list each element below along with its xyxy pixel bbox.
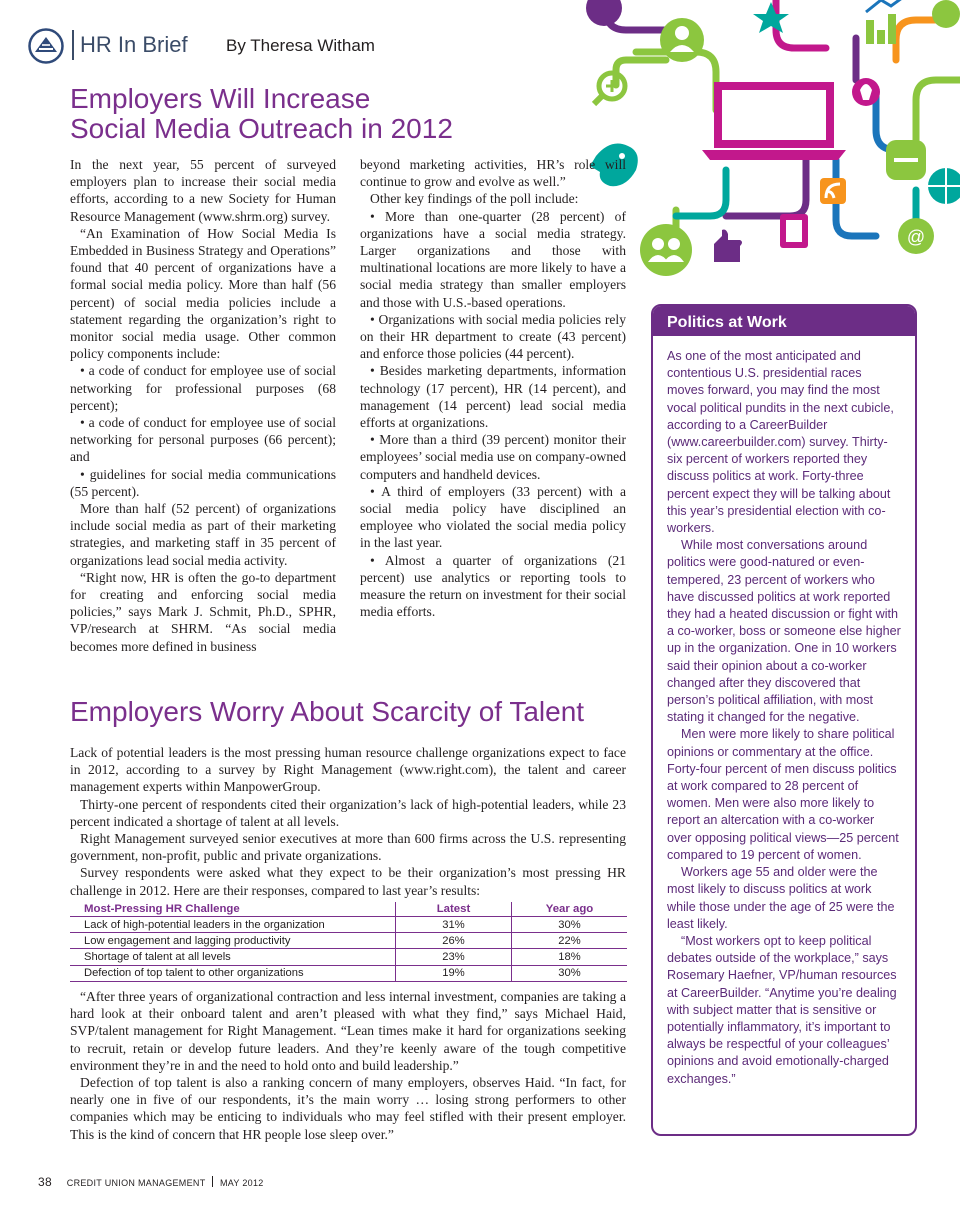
article1-bullet: • A third of employers (33 percent) with a social media policy have disciplined an employee who violated the social media policy in the last year. bbox=[360, 483, 626, 551]
page-number: 38 bbox=[38, 1175, 52, 1189]
article1-column1 bbox=[70, 156, 336, 655]
article1-bullet: • a code of conduct for employee use of social networking for professional purposes (68 percent); bbox=[70, 363, 336, 413]
article2-paragraph: Right Management surveyed senior executives at more than 600 firms across the U.S. representing government, non-profit, public and private organizations. bbox=[70, 831, 626, 864]
article1-title-line2: Social Media Outreach in 2012 bbox=[70, 113, 453, 144]
article1-bullet: • Almost a quarter of organizations (21 percent) use analytics or reporting tools to measure the return on investment for their social media efforts. bbox=[360, 552, 626, 620]
footer-divider bbox=[212, 1176, 213, 1187]
article1-bullet: • More than a third (39 percent) monitor their employees’ social media use on company-owned computers and handheld devices. bbox=[360, 432, 626, 482]
table-cell: 23% bbox=[396, 949, 512, 965]
page-footer bbox=[38, 1175, 264, 1189]
sidebar-paragraph: As one of the most anticipated and contentious U.S. presidential races moves forward, you may find the most vocal political pundits in the next cubicle, according to a CareerBuilder (www.careerbuilder.com) survey. Thirty-six percent of workers reported they discuss politics at work. Forty-three percent expect they will be talking about this year’s presidential election with co-workers. bbox=[667, 349, 894, 536]
table-row bbox=[70, 949, 627, 965]
cu-management-logo-icon bbox=[28, 28, 64, 64]
social-media-network-graphic bbox=[576, 0, 960, 282]
sidebar-header bbox=[653, 306, 915, 336]
sidebar-body bbox=[653, 336, 915, 1088]
table-cell: 18% bbox=[512, 949, 628, 965]
hr-challenge-table bbox=[70, 902, 627, 982]
header-divider bbox=[72, 30, 74, 60]
table-cell: 30% bbox=[512, 965, 628, 981]
issue-date: MAY 2012 bbox=[219, 1178, 264, 1188]
table-cell: Low engagement and lagging productivity bbox=[70, 933, 396, 949]
article2-paragraph: “After three years of organizational contraction and less internal investment, companies are taking a hard look at their onboard talent and aren’t pleased with what they find,” says Michael Haid, SVP/talent management for Right Management. “Lean times make it hard for organizations seeking to recruit, retain or develop future leaders. And they’re keenly aware of the tough competitive environment they’re in and the need to hold onto and build leadership.” bbox=[70, 989, 626, 1073]
table-header: Latest bbox=[396, 902, 512, 917]
svg-text:@: @ bbox=[906, 227, 926, 247]
article1-column2 bbox=[360, 156, 626, 620]
section-title: HR In Brief bbox=[80, 32, 188, 57]
article2-paragraph: Thirty-one percent of respondents cited their organization’s lack of high-potential leaders, while 23 percent indicated a shortage of talent at all levels. bbox=[70, 796, 626, 829]
table-header-row bbox=[70, 902, 627, 917]
sidebar-paragraph: While most conversations around politics were good-natured or even-tempered, 23 percent of workers who have discussed politics at work reported they had a heated discussion or fight with a co-worker, boss or someone else higher up in the organization. One in 10 workers said their opinion about a co-worker changed after they discovered that person’s political affiliation, with most stating it changed for the negative. bbox=[667, 538, 901, 725]
article1-bullet: • guidelines for social media communications (55 percent). bbox=[70, 466, 336, 499]
article2-paragraph: Survey respondents were asked what they expect to be their organization’s most pressing HR challenge in 2012. Here are their responses, compared to last year’s results: bbox=[70, 865, 626, 898]
table-header: Most-Pressing HR Challenge bbox=[70, 902, 396, 917]
table-row bbox=[70, 933, 627, 949]
article1-title bbox=[70, 84, 550, 144]
table-cell: Lack of high-potential leaders in the organization bbox=[70, 917, 396, 933]
article2-paragraph: Defection of top talent is also a ranking concern of many employers, observes Haid. “In fact, for nearly one in five of our respondents, it’s the main worry … losing strong performers to other companies which may be enticing to individuals who may feel stifled with their present employer. This is the kind of concern that HR people lose sleep over.” bbox=[70, 1075, 626, 1142]
sidebar-paragraph: “Most workers opt to keep political debates outside of the workplace,” says Rosemary Haefner, VP/human resources at CareerBuilder. “Anytime you’re dealing with subject matter that is sensitive or potentially inflammatory, it’s important to always be respectful of your colleagues’ opinions and avoid emotionally-charged exchanges.” bbox=[667, 933, 897, 1086]
article1-paragraph: More than half (52 percent) of organizations include social media as part of their marketing strategies, and marketing staff in 35 percent of organizations lead social media activity. bbox=[70, 501, 336, 568]
article1-bullet: • More than one-quarter (28 percent) of organizations have a social media strategy. Larger organizations and those with multinational locations are more likely to have a social media strategy than smaller employers and those with U.S.-based operations. bbox=[360, 208, 626, 310]
table-row bbox=[70, 965, 627, 981]
table-cell: 30% bbox=[512, 917, 628, 933]
table-cell: Defection of top talent to other organizations bbox=[70, 965, 396, 981]
sidebar-title: Politics at Work bbox=[667, 314, 787, 331]
table-row bbox=[70, 917, 627, 933]
sidebar-paragraph: Men were more likely to share political opinions or commentary at the office. Forty-four percent of men discuss politics at work compared to 28 percent of women. Men were also more likely to report an altercation with a co-worker over opposing political views—25 percent compared to 19 percent of women. bbox=[667, 727, 899, 862]
article1-paragraph: Other key findings of the poll include: bbox=[370, 191, 579, 207]
article1-bullet: • a code of conduct for employee use of social networking for personal purposes (66 percent); and bbox=[70, 415, 336, 465]
article2-body-bottom bbox=[70, 988, 626, 1143]
article2-title: Employers Worry About Scarcity of Talent bbox=[70, 696, 585, 727]
article1-title-line1: Employers Will Increase bbox=[70, 83, 371, 114]
article1-paragraph: “Right now, HR is often the go-to department for creating and enforcing social media policies,” says Mark J. Schmit, Ph.D., SPHR, VP/research at SHRM. “As social media becomes more defined in business bbox=[70, 569, 336, 654]
table-cell: 26% bbox=[396, 933, 512, 949]
article2-paragraph: Lack of potential leaders is the most pressing human resource challenge organizations expect to face in 2012, according to a survey by Right Management (www.right.com), the talent and career management experts within ManpowerGroup. bbox=[70, 745, 626, 795]
publication-name: CREDIT UNION MANAGEMENT bbox=[66, 1178, 206, 1188]
table-header: Year ago bbox=[512, 902, 628, 917]
article1-bullet: • Organizations with social media policies rely on their HR department to create (43 percent) and enforce those policies (44 percent). bbox=[360, 311, 626, 362]
article1-paragraph: beyond marketing activities, HR’s role will continue to grow and evolve as well.” bbox=[360, 157, 626, 190]
sidebar-paragraph: Workers age 55 and older were the most likely to discuss politics at work while those under the age of 25 were the least likely. bbox=[667, 865, 895, 931]
article1-paragraph: In the next year, 55 percent of surveyed employers plan to increase their social media efforts, according to a new Society for Human Resource Management (www.shrm.org) survey. bbox=[70, 157, 336, 224]
table-cell: 22% bbox=[512, 933, 628, 949]
table-cell: 31% bbox=[396, 917, 512, 933]
table-cell: 19% bbox=[396, 965, 512, 981]
table-cell: Shortage of talent at all levels bbox=[70, 949, 396, 965]
article1-paragraph: “An Examination of How Social Media Is Embedded in Business Strategy and Operations” found that 40 percent of organizations have a formal social media policy. More than half (56 percent) of social media policies include a statement regarding the organization’s right to monitor social media usage. Other common policy components include: bbox=[70, 225, 336, 362]
article1-bullet: • Besides marketing departments, information technology (17 percent), HR (14 percent), and management (14 percent) lead social media efforts at organizations. bbox=[360, 363, 626, 431]
politics-sidebar bbox=[651, 304, 917, 1136]
article2-body-top bbox=[70, 744, 626, 899]
byline: By Theresa Witham bbox=[226, 36, 375, 55]
